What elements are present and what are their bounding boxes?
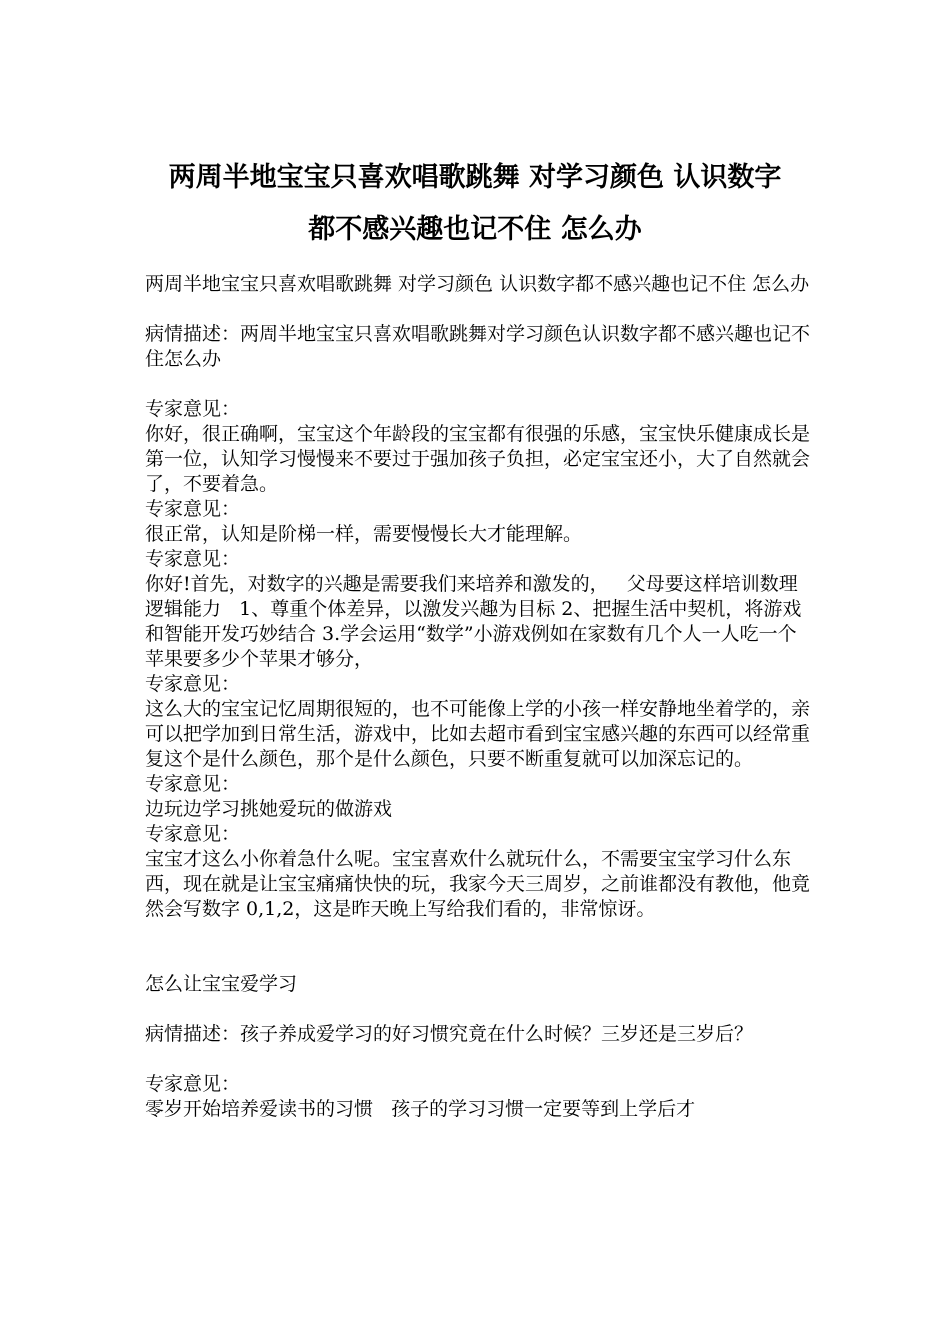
title-line-1: 两周半地宝宝只喜欢唱歌跳舞 对学习颜色 认识数字	[168, 162, 782, 193]
opinion-text: 你好，很正确啊，宝宝这个年龄段的宝宝都有很强的乐感，宝宝快乐健康成长是第一位，认知学习慢慢来不要过于强加孩子负担，必定宝宝还小，大了自然就会了，不要着急。	[145, 423, 811, 495]
opinion-text: 很正常，认知是阶梯一样，需要慢慢长大才能理解。	[145, 523, 583, 545]
section-condition-description: 病情描述：孩子养成爱学习的好习惯究竟在什么时候？三岁还是三岁后？	[145, 1023, 754, 1045]
document-title	[100, 152, 850, 256]
section-heading: 怎么让宝宝爱学习	[145, 973, 298, 995]
intro-paragraph: 两周半地宝宝只喜欢唱歌跳舞 对学习颜色 认识数字都不感兴趣也记不住 怎么办	[145, 273, 810, 295]
condition-description: 病情描述：两周半地宝宝只喜欢唱歌跳舞对学习颜色认识数字都不感兴趣也记不住怎么办	[145, 323, 811, 370]
opinion-text: 边玩边学习挑她爱玩的做游戏	[145, 798, 393, 820]
opinion-text: 这么大的宝宝记忆周期很短的，也不可能像上学的小孩一样安静地坐着学的，亲可以把学加到日常生活，游戏中，比如去超市看到宝宝感兴趣的东西可以经常重复这个是什么颜色，那个是什么颜色，只要不断重复就可以加深忘记的。	[145, 698, 811, 770]
opinion-text: 宝宝才这么小你着急什么呢。宝宝喜欢什么就玩什么，不需要宝宝学习什么东西，现在就是让宝宝痛痛快快的玩，我家今天三周岁，之前谁都没有教他，他竟然会写数字 0,1,2，这是昨天晚上写给我们看的，非常惊讶。	[145, 848, 811, 920]
opinion-label: 专家意见：	[145, 823, 241, 845]
spacer	[145, 997, 815, 1022]
opinion-label: 专家意见：	[145, 673, 241, 695]
opinion-label: 专家意见：	[145, 398, 241, 420]
spacer	[145, 922, 815, 972]
opinion-label: 专家意见：	[145, 773, 241, 795]
title-line-2: 都不感兴趣也记不住 怎么办	[308, 214, 642, 245]
opinion-label: 专家意见：	[145, 1073, 241, 1095]
opinion-label: 专家意见：	[145, 548, 241, 570]
spacer	[145, 297, 815, 322]
document-body	[145, 272, 815, 1122]
spacer	[145, 1047, 815, 1072]
spacer	[145, 372, 815, 397]
opinion-text: 零岁开始培养爱读书的习惯 孩子的学习习惯一定要等到上学后才	[145, 1098, 696, 1120]
opinion-text: 你好!首先，对数字的兴趣是需要我们来培养和激发的， 父母要这样培训数理逻辑能力 1、尊重个体差异，以激发兴趣为目标 2、把握生活中契机，将游戏和智能开发巧妙结合 3.学会运用“数学”小游戏例如在家数有几个人一人吃一个苹果要多少个苹果才够分，	[145, 573, 802, 670]
opinion-label: 专家意见：	[145, 498, 241, 520]
